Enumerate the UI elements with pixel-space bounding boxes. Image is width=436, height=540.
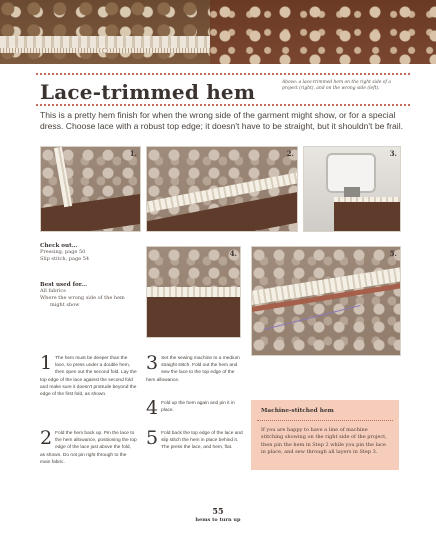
step-photo-2: [146, 146, 298, 232]
callout-divider: [257, 420, 393, 421]
photo-number: 2.: [286, 149, 294, 158]
machine-hem-callout: [251, 400, 399, 470]
banner-lace-trim: [0, 36, 210, 48]
step-number: 2: [40, 427, 53, 449]
callout-line: then pin the hem in Step 2 while you pin the lace: [261, 441, 386, 448]
callout-line: in place, and sew through all layers in Step 3.: [261, 449, 378, 456]
step-text: Fold up the hem again and pin it in place.: [161, 401, 235, 414]
step-text: Set the sewing machine to a medium straight stitch. Fold out the hem and sew the lace to the top edge of the hem allowance.: [146, 356, 240, 383]
step-text: Fold the hem back up. Pin the lace to the hem allowance, positioning the top edge of the lace just above the fold, as shown. Do not pin right through to the main fabric.: [40, 431, 137, 465]
banner-lace-edge: [0, 48, 210, 53]
step-1: [40, 352, 137, 398]
check-out-item: Slip stitch, page 54: [40, 256, 90, 262]
callout-line: stitching showing on the right side of the project,: [261, 434, 387, 441]
step-photo-1: [40, 146, 141, 232]
best-used-box: [40, 282, 140, 309]
step-2: [40, 427, 137, 466]
best-used-item: Where the wrong side of the hem: [40, 295, 125, 301]
page-title: Lace-trimmed hem: [40, 80, 256, 104]
photo-number: 1.: [129, 149, 137, 158]
intro-paragraph: This is a pretty hem finish for when the wrong side of the garment might show, or for a special dress. Choose lace with a robust top edge; it doesn't have to be straight, but it shouldn't be frail.: [40, 110, 404, 132]
photo-number: 5.: [389, 249, 397, 258]
step-number: 1: [40, 352, 53, 374]
title-divider: [36, 104, 410, 106]
step-number: 3: [146, 352, 159, 374]
step-4: [146, 397, 243, 419]
callout-line: If you are happy to have a line of machine: [261, 427, 368, 433]
step-number: 5: [146, 427, 159, 449]
check-out-box: [40, 243, 140, 263]
page-number: 55: [212, 506, 224, 516]
step-number: 4: [146, 397, 159, 419]
step-text: Fold back the top edge of the lace and slip stitch the hem in place behind it. The press the lace, and hem, flat.: [161, 431, 243, 451]
header-banner-photo: [0, 0, 436, 64]
step-photo-4: [146, 246, 241, 338]
photo-number: 3.: [389, 149, 397, 158]
top-divider: [36, 73, 410, 75]
best-used-item: might show: [50, 302, 80, 308]
step-photo-3: [303, 146, 401, 232]
callout-heading: Machine-stitched hem: [261, 408, 334, 414]
banner-caption: Above: a lace-trimmed hem on the right side of a project (right), and on the wrong side (left).: [282, 80, 392, 91]
step-photo-5: [251, 246, 401, 356]
step-text: The hem must be deeper than the lace, so press under a double hem, then open out the second fold. Lay the top edge of the lace against the second fold and make sure it doesn't protrude beyond the edge of the first fold, as shown.: [40, 356, 137, 398]
banner-fabric-right: [210, 0, 436, 64]
best-used-heading: Best used for...: [40, 282, 88, 288]
running-footer: hems to turn up: [195, 517, 241, 523]
check-out-heading: Check out...: [40, 243, 78, 249]
best-used-item: All fabrics: [40, 288, 66, 294]
check-out-item: Pressing, page 50: [40, 249, 86, 255]
banner-fabric-left: [0, 0, 210, 64]
step-3: [146, 352, 243, 384]
callout-body: [261, 427, 395, 457]
photo-number: 4.: [229, 249, 237, 258]
step-5: [146, 427, 243, 452]
